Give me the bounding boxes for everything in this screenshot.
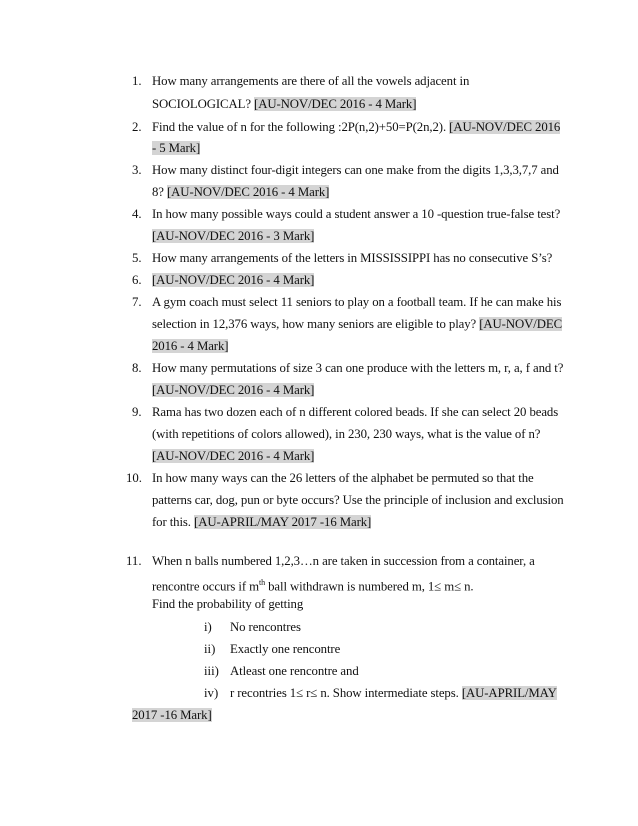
exam-reference-highlight: [AU-NOV/DEC 2016 - 4 Mark]	[167, 185, 330, 199]
sub-item-text: r recontries 1≤ r≤ n. Show intermediate steps. [AU-APRIL/MAY	[230, 686, 557, 700]
exam-reference-highlight: [AU-APRIL/MAY 2017 -16 Mark]	[194, 515, 372, 529]
exam-reference-highlight: [AU-NOV/DEC	[479, 317, 562, 331]
question-text: In how many possible ways could a student answer a 10 -question true-false test?	[152, 207, 561, 221]
question-text: A gym coach must select 11 seniors to play on a football team. If he can make his	[152, 295, 562, 309]
exam-reference-highlight: [AU-NOV/DEC 2016 - 4 Mark]	[254, 97, 417, 111]
question-text: SOCIOLOGICAL? [AU-NOV/DEC 2016 - 4 Mark]	[152, 97, 417, 111]
question-text	[152, 382, 314, 398]
question-number: 1.	[132, 74, 142, 88]
sub-item-text: Atleast one rencontre and	[230, 664, 359, 678]
exam-reference-highlight: - 5 Mark]	[152, 141, 201, 155]
question-number: 3.	[132, 163, 142, 177]
question-text	[152, 272, 314, 288]
question-text: (with repetitions of colors allowed), in 230, 230 ways, what is the value of n?	[152, 427, 541, 441]
question-text: selection in 12,376 ways, how many seniors are eligible to play? [AU-NOV/DEC	[152, 317, 562, 331]
exam-reference-highlight: 2016 - 4 Mark]	[152, 339, 229, 353]
exam-reference-highlight: [AU-NOV/DEC 2016 - 4 Mark]	[152, 273, 315, 287]
exam-reference-highlight: [AU-APRIL/MAY	[461, 686, 557, 700]
sub-item-number: ii)	[204, 642, 216, 656]
question-number: 6.	[132, 273, 142, 287]
sub-item-number: iii)	[204, 664, 219, 678]
question-number: 2.	[132, 120, 142, 134]
question-text: patterns car, dog, pun or byte occurs? Use the principle of inclusion and exclusion	[152, 493, 564, 507]
question-text: Find the probability of getting	[152, 597, 304, 611]
exam-reference-highlight: [AU-NOV/DEC 2016 - 3 Mark]	[152, 229, 315, 243]
question-text: 8? [AU-NOV/DEC 2016 - 4 Mark]	[152, 185, 330, 199]
exam-reference-highlight: [AU-NOV/DEC 2016 - 4 Mark]	[152, 383, 315, 397]
question-text	[152, 228, 314, 244]
question-text: In how many ways can the 26 letters of the alphabet be permuted so that the	[152, 471, 534, 485]
exam-reference-highlight: [AU-NOV/DEC 2016	[449, 120, 561, 134]
question-text: How many arrangements are there of all the vowels adjacent in	[152, 74, 470, 88]
question-number: 7.	[132, 295, 142, 309]
sub-item-text: Exactly one rencontre	[230, 642, 341, 656]
sub-item-number: i)	[204, 620, 212, 634]
question-text: rencontre occurs if $m^{th}$ ball withdrawn is numbered m, 1≤ m≤ n.	[152, 578, 474, 594]
exam-reference-highlight: [AU-NOV/DEC 2016 - 4 Mark]	[152, 449, 315, 463]
question-number: 9.	[132, 405, 142, 419]
question-text: When n balls numbered 1,2,3…n are taken in succession from a container, a	[152, 554, 535, 568]
sub-item-number: iv)	[204, 686, 219, 700]
question-text: How many distinct four-digit integers can one make from the digits 1,3,3,7,7 and	[152, 163, 559, 177]
question-text	[152, 140, 200, 156]
question-number: 4.	[132, 207, 142, 221]
question-text	[152, 338, 228, 354]
question-text: Find the value of n for the following :2P(n,2)+50=P(2n,2). [AU-NOV/DEC 2016	[152, 120, 561, 134]
question-text: How many arrangements of the letters in MISSISSIPPI has no consecutive S’s?	[152, 251, 553, 265]
question-number: 5.	[132, 251, 142, 265]
question-text: How many permutations of size 3 can one produce with the letters m, r, a, f and t?	[152, 361, 564, 375]
question-text	[152, 448, 314, 464]
question-text: for this. [AU-APRIL/MAY 2017 -16 Mark]	[152, 515, 372, 529]
question-text	[132, 707, 212, 723]
question-number: 10.	[126, 471, 142, 485]
question-number: 8.	[132, 361, 142, 375]
question-text: Rama has two dozen each of n different colored beads. If she can select 20 beads	[152, 405, 559, 419]
exam-reference-highlight: 2017 -16 Mark]	[132, 708, 212, 722]
question-number: 11.	[126, 554, 142, 568]
sub-item-text: No rencontres	[230, 620, 301, 634]
